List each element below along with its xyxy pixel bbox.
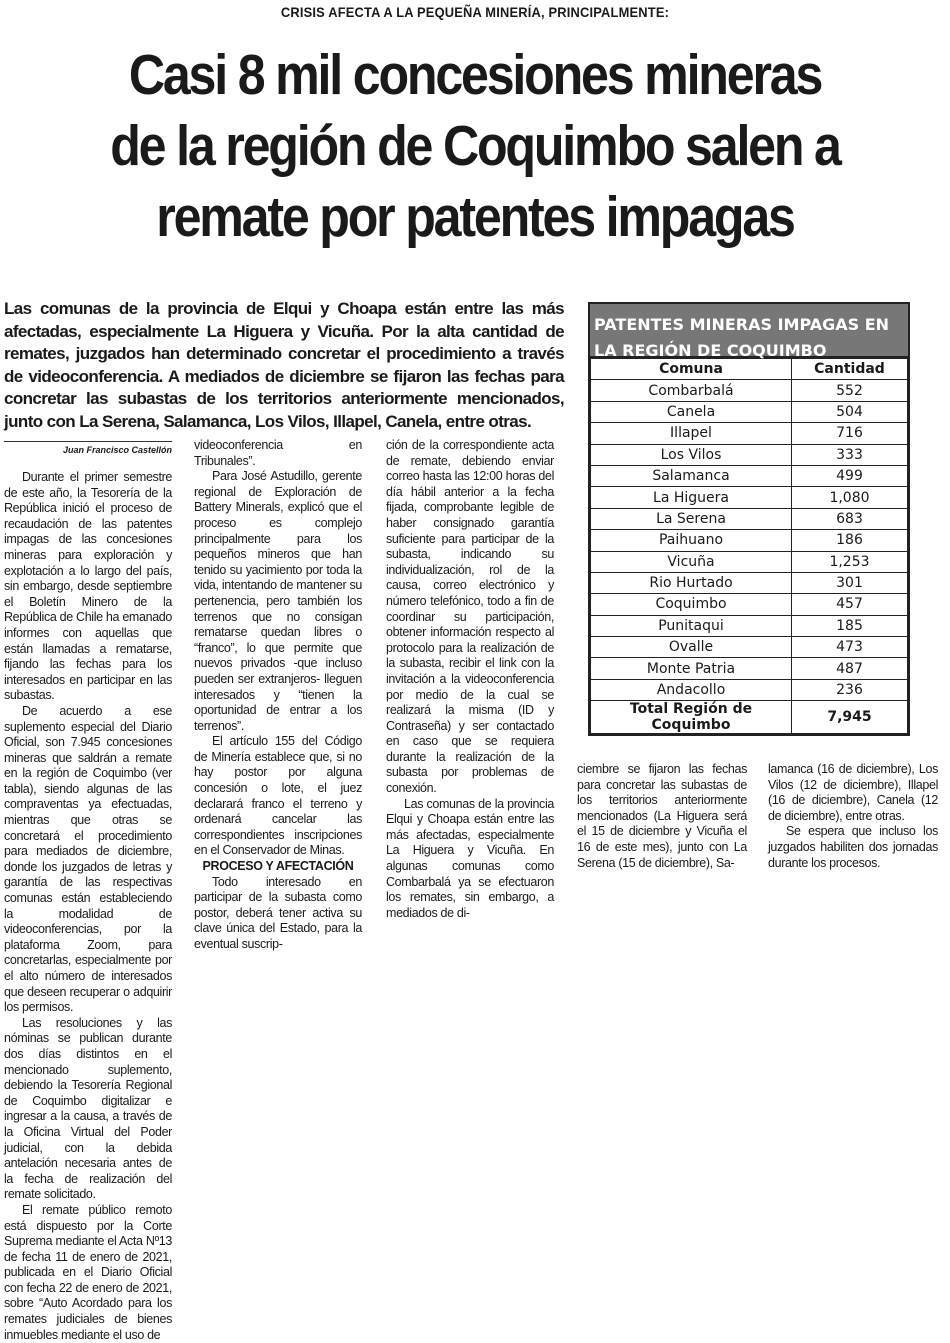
data-table [590, 358, 908, 734]
headline [57, 40, 893, 253]
comuna-cell: La Higuera [591, 487, 792, 508]
paragraph: Las resoluciones y las nóminas se publican durante dos días distintos en el mencionado suplemento, debiendo la Tesorería Regional de Coquimbo digitalizar e ingresar a la causa, a través de la Oficina Virtual del Poder judicial, con la debida antelación necesaria antes de la fecha de realización del remate solicitado. [4, 1015, 172, 1202]
table-row [591, 401, 908, 422]
cantidad-cell: 473 [792, 637, 908, 658]
header-cantidad: Cantidad [792, 359, 908, 380]
paragraph: Para José Astudillo, gerente regional de Exploración de Battery Minerals, explicó que el proceso es complejo principalmente para los pequeños mineros que han tenido su yacimiento por toda la vida, intentando de mantener su pertenencia, pero también los terrenos que no consigan rematarse quedan libres o “franco”, lo que permite que nuevos privados -que incluso pueden ser extranjeros- lleguen interesados y “tienen la oportunidad de entrar a los terrenos”. [194, 469, 362, 733]
cantidad-cell: 504 [792, 401, 908, 422]
cantidad-cell: 716 [792, 423, 908, 444]
comuna-cell: Monte Patria [591, 658, 792, 679]
total-label: Total Región de Coquimbo [591, 701, 792, 734]
comuna-cell: La Serena [591, 508, 792, 529]
headline-line: Casi 8 mil concesiones mineras [128, 43, 822, 107]
paragraph: De acuerdo a ese suplemento especial del Diario Oficial, son 7.945 concesiones mineras que saldrán a remate en la región de Coquimbo (ver tabla), siendo algunas de las compraventas ya efectuadas, mientras que otras se concretará el procedimiento para mediados de diciembre, donde los juzgados de letras y garantía de las respectivas comunas están estableciendo la modalidad de videoconferencias, por la plataforma Zoom, para concretarlas, especialmente por el alto número de interesados que deseen recuperar o adquirir los permisos. [4, 703, 172, 1015]
table-row [591, 444, 908, 465]
cantidad-cell: 1,253 [792, 551, 908, 572]
article-column-1 [4, 470, 172, 1343]
lead-paragraph: Las comunas de la provincia de Elqui y Choapa están entre las más afectadas, especialmente La Higuera y Vicuña. Por la alta cantidad de remates, juzgados han determinado concretar el procedimiento a través de videoconferencia. A mediados de diciembre se fijaron las fechas para concretar las subastas de los territorios anteriormente mencionados, junto con La Serena, Salamanca, Los Vilos, Illapel, Canela, entre otras. [4, 299, 564, 431]
cantidad-cell: 236 [792, 679, 908, 700]
cantidad-cell: 457 [792, 594, 908, 615]
section-heading: PROCESO Y AFECTACIÓN [202, 859, 354, 874]
paragraph: ción de la correspondiente acta de remate, debiendo enviar correo hasta las 12:00 horas del día hábil anterior a la fecha fijada, comprobante legible de haber consignado garantía suficiente para participar de la subasta, indicando su individualización, rol de la causa, correo electrónico y número telefónico, todo a fin de coordinar su participación, obtener información respecto al protocolo para la realización de la subasta, recibir el link con la invitación a la videoconferencia por medio de la cual se realizará la misma (ID y Contraseña) y ser contactado en caso que se requiera durante la realización de la subasta por problemas de conexión. [386, 438, 554, 796]
comuna-cell: Los Vilos [591, 444, 792, 465]
comuna-cell: Coquimbo [591, 594, 792, 615]
table-row [591, 530, 908, 551]
comuna-cell: Salamanca [591, 465, 792, 486]
headline-line: remate por patentes impagas [156, 185, 794, 249]
paragraph: El remate público remoto está dispuesto por la Corte Suprema mediante el Acta Nº13 de fecha 11 de enero de 2021, publicada en el Diario Oficial con fecha 22 de enero de 2021, sobre “Auto Acordado para los remates judiciales de bienes inmuebles mediante el uso de [4, 1202, 172, 1342]
comuna-cell: Rio Hurtado [591, 572, 792, 593]
cantidad-cell: 186 [792, 530, 908, 551]
paragraph: Durante el primer semestre de este año, la Tesorería de la República inició el proceso de recaudación de las patentes impagas de las concesiones mineras para exploración y explotación a lo largo del país, sin embargo, desde septiembre el Boletín Minero de la República de Chile ha emanado informes con aquellas que están llamadas a rematarse, fijando las fechas para los interesados en participar en las subastas. [4, 470, 172, 703]
comuna-cell: Ovalle [591, 637, 792, 658]
cantidad-cell: 683 [792, 508, 908, 529]
table-row [591, 551, 908, 572]
paragraph: El artículo 155 del Código de Minería establece que, si no hay postor por alguna concesión o lote, el juez declarará franco el terreno y ordenará cancelar las correspondientes inscripciones en el Conservador de Minas. [194, 734, 362, 858]
cantidad-cell: 552 [792, 380, 908, 401]
table-row [591, 465, 908, 486]
comuna-cell: Illapel [591, 423, 792, 444]
cantidad-cell: 499 [792, 465, 908, 486]
article-column-5 [768, 762, 938, 871]
comuna-cell: Canela [591, 401, 792, 422]
table-row [591, 615, 908, 636]
comuna-cell: Andacollo [591, 679, 792, 700]
kicker: CRISIS AFECTA A LA PEQUEÑA MINERÍA, PRINCIPALMENTE: [280, 4, 670, 20]
table-row [591, 423, 908, 444]
byline-rule [4, 441, 172, 442]
header-comuna: Comuna [591, 359, 792, 380]
table-title: PATENTES MINERAS IMPAGAS EN LA REGIÓN DE COQUIMBO [590, 304, 908, 358]
comuna-cell: Combarbalá [591, 380, 792, 401]
paragraph: Se espera que incluso los juzgados habiliten dos jornadas durante los procesos. [768, 824, 938, 870]
byline: Juan Francisco Castellón [62, 445, 172, 455]
table-row [591, 679, 908, 700]
total-value: 7,945 [792, 701, 908, 734]
cantidad-cell: 487 [792, 658, 908, 679]
article-column-3 [386, 438, 554, 921]
table-total-row [591, 701, 908, 734]
article-column-2 [194, 438, 362, 953]
paragraph: videoconferencia en Tribunales”. [194, 438, 362, 468]
paragraph: lamanca (16 de diciembre), Los Vilos (12 de diciembre), Illapel (16 de diciembre), Canela (12 de diciembre), entre otras. [768, 762, 938, 823]
cantidad-cell: 333 [792, 444, 908, 465]
table-row [591, 572, 908, 593]
paragraph: Todo interesado en participar de la subasta como postor, deberá tener activa su clave única del Estado, para la eventual suscrip- [194, 874, 362, 951]
table-row [591, 508, 908, 529]
article-column-4 [577, 762, 747, 871]
patents-table [588, 302, 910, 736]
table-row [591, 380, 908, 401]
table-row [591, 637, 908, 658]
paragraph: Las comunas de la provincia Elqui y Choapa están entre las más afectadas, especialmente La Higuera y Vicuña. En algunas comunas como Combarbalá ya se efectuaron los remates, sin embargo, a mediados de di- [386, 796, 554, 920]
table-row [591, 594, 908, 615]
cantidad-cell: 301 [792, 572, 908, 593]
headline-line: de la región de Coquimbo salen a [110, 114, 840, 178]
table-row [591, 487, 908, 508]
comuna-cell: Vicuña [591, 551, 792, 572]
paragraph: ciembre se fijaron las fechas para concretar las subastas de los territorios anteriormente mencionados (La Higuera será el 15 de diciembre y Vicuña el 16 de este mes), junto con La Serena (15 de diciembre), Sa- [577, 762, 747, 870]
cantidad-cell: 185 [792, 615, 908, 636]
cantidad-cell: 1,080 [792, 487, 908, 508]
comuna-cell: Punitaqui [591, 615, 792, 636]
table-row [591, 658, 908, 679]
comuna-cell: Paihuano [591, 530, 792, 551]
